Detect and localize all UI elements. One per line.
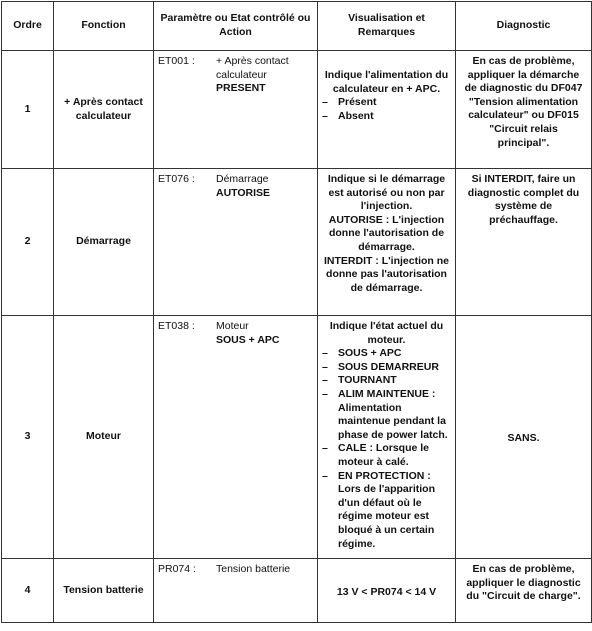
vis-intro: Indique l'état actuel du moteur.: [329, 320, 444, 346]
header-fonction: Fonction: [54, 2, 154, 51]
row-parametre: [154, 169, 318, 316]
row-visualisation: 13 V < PR074 < 14 V: [318, 559, 456, 623]
row-diagnostic: SANS.: [456, 316, 592, 559]
list-item: – Présent: [322, 96, 451, 110]
row-diagnostic: En cas de problème, appliquer le diagnostic du "Circuit de charge".: [456, 559, 592, 623]
header-parametre: Paramètre ou Etat contrôlé ou Action: [154, 2, 318, 51]
list-item: – Absent: [322, 110, 451, 124]
row-parametre: [154, 559, 318, 623]
row-ordre: 2: [2, 169, 54, 316]
row-ordre: 1: [2, 51, 54, 169]
param-code: ET038 :: [158, 320, 195, 332]
row-ordre: 3: [2, 316, 54, 559]
vis-list: [322, 347, 451, 551]
table-row: [2, 559, 592, 623]
diagnostic-table: [1, 1, 592, 623]
list-item: – CALE : Lorsque le moteur à calé.: [322, 442, 451, 469]
param-code: ET076 :: [158, 173, 195, 185]
vis-paragraph: INTERDIT : L'injection ne donne pas l'autorisation de démarrage.: [324, 254, 449, 294]
list-item: – SOUS + APC: [322, 347, 451, 361]
header-visualisation: Visualisation et Remarques: [318, 2, 456, 51]
row-visualisation: [318, 316, 456, 559]
param-text: Tension batterie: [216, 563, 291, 575]
header-diagnostic: Diagnostic: [456, 2, 592, 51]
row-fonction: Tension batterie: [54, 559, 154, 623]
table-row: [2, 51, 592, 169]
row-parametre: [154, 316, 318, 559]
param-value: SOUS + APC: [216, 333, 280, 346]
list-item: – EN PROTECTION : Lors de l'apparition d'un défaut où le régime moteur est bloqué à un certain régime.: [322, 470, 451, 552]
row-parametre: [154, 51, 318, 169]
list-item: – ALIM MAINTENUE : Alimentation maintenue pendant la phase de power latch.: [322, 388, 451, 442]
header-ordre: Ordre: [2, 2, 54, 51]
row-diagnostic: En cas de problème, appliquer la démarche de diagnostic du DF047 "Tension alimentation calculateur" ou DF015 "Circuit relais principal".: [456, 51, 592, 169]
row-fonction: Démarrage: [54, 169, 154, 316]
param-text: Démarrage: [216, 173, 269, 185]
param-code: PR074 :: [158, 563, 196, 575]
row-diagnostic: Si INTERDIT, faire un diagnostic complet du système de préchauffage.: [456, 169, 592, 316]
row-ordre: 4: [2, 559, 54, 623]
table-row: [2, 169, 592, 316]
list-item: – SOUS DEMARREUR: [322, 361, 451, 375]
param-value: AUTORISE: [216, 186, 271, 199]
param-text: Moteur: [216, 320, 249, 332]
param-value: PRESENT: [216, 82, 266, 95]
vis-intro: Indique l'alimentation du calculateur en + APC.: [324, 69, 449, 95]
row-fonction: + Après contact calculateur: [54, 51, 154, 169]
list-item: – TOURNANT: [322, 374, 451, 388]
table-row: [2, 316, 592, 559]
param-code: ET001 :: [158, 55, 195, 67]
row-fonction: Moteur: [54, 316, 154, 559]
vis-paragraph: AUTORISE : L'injection donne l'autorisation de démarrage.: [328, 213, 445, 253]
header-row: [2, 2, 592, 51]
param-text: + Après contact calculateur: [216, 55, 289, 81]
vis-paragraph: Indique si le démarrage est autorisé ou non par l'injection.: [327, 173, 446, 213]
row-visualisation: [318, 169, 456, 316]
vis-list: [322, 96, 451, 123]
row-visualisation: [318, 51, 456, 169]
